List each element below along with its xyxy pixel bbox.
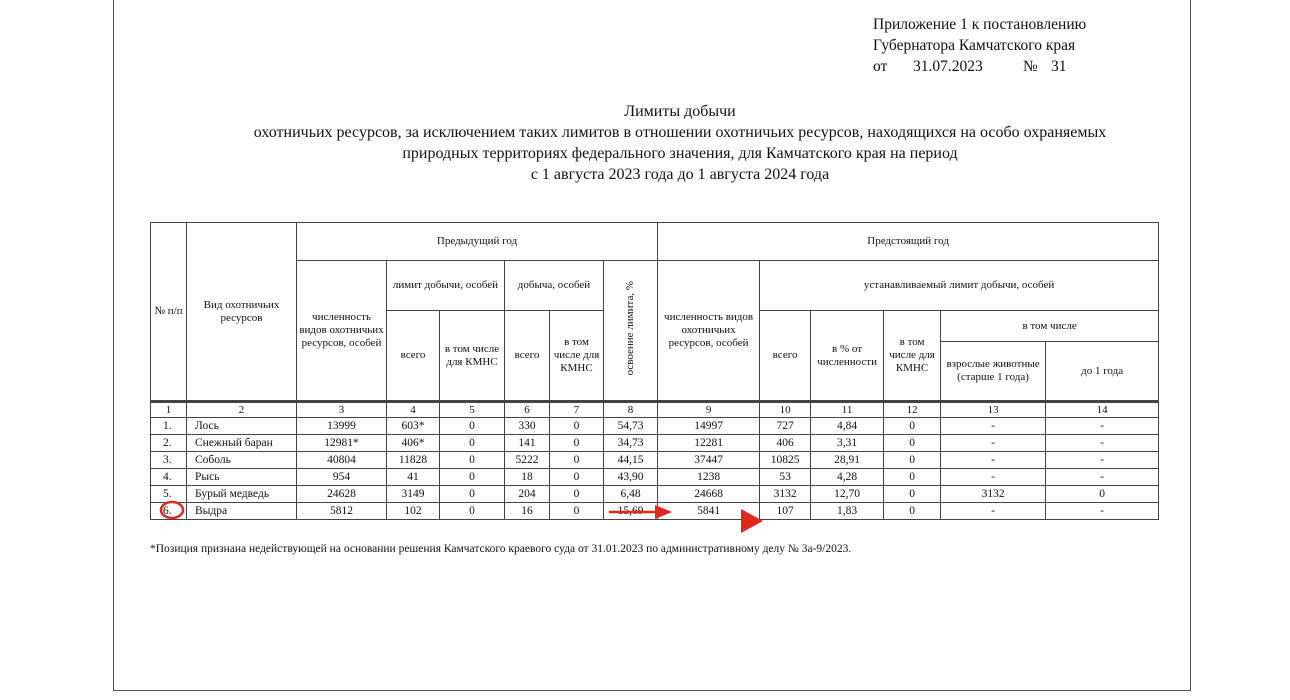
- cell-c9: 1238: [658, 469, 760, 486]
- col-number: 5: [440, 402, 505, 418]
- cell-c4: 11828: [387, 452, 440, 469]
- cell-c14: 0: [1046, 486, 1159, 503]
- table-row: [151, 452, 1159, 469]
- document-title: [140, 101, 1220, 185]
- cell-c8: 6,48: [604, 486, 658, 503]
- header-adults: взрослые животные (старше 1 года): [941, 342, 1046, 402]
- cell-c8: 44,15: [604, 452, 658, 469]
- cell-c6: 330: [505, 418, 550, 435]
- cell-c11: 3,31: [811, 435, 884, 452]
- cell-c14: -: [1046, 435, 1159, 452]
- appendix-number: 31: [1051, 58, 1067, 75]
- cell-c5: 0: [440, 435, 505, 452]
- table-row: [151, 503, 1159, 520]
- row-number: 1.: [151, 418, 187, 435]
- cell-c9: 24668: [658, 486, 760, 503]
- cell-c9: 37447: [658, 452, 760, 469]
- cell-c8: 54,73: [604, 418, 658, 435]
- col-number: 12: [884, 402, 941, 418]
- table-row: [151, 469, 1159, 486]
- cell-c7: 0: [550, 486, 604, 503]
- cell-c13: -: [941, 469, 1046, 486]
- cell-c10: 406: [760, 435, 811, 452]
- col-number: 9: [658, 402, 760, 418]
- cell-c9: 14997: [658, 418, 760, 435]
- species-name: Соболь: [187, 452, 297, 469]
- table-row: [151, 486, 1159, 503]
- cell-c14: -: [1046, 469, 1159, 486]
- cell-c13: -: [941, 435, 1046, 452]
- table-row: [151, 435, 1159, 452]
- header-limit: лимит добычи, особей: [387, 261, 505, 311]
- header-next-population: численность видов охотничьих ресурсов, особей: [658, 261, 760, 402]
- table-row: [151, 418, 1159, 435]
- header-utilization: [604, 261, 658, 402]
- col-number: 1: [151, 402, 187, 418]
- cell-c12: 0: [884, 418, 941, 435]
- cell-c8: 43,90: [604, 469, 658, 486]
- title-line-1: Лимиты добычи: [624, 103, 736, 120]
- cell-c3: 40804: [297, 452, 387, 469]
- col-number: 11: [811, 402, 884, 418]
- cell-c5: 0: [440, 503, 505, 520]
- cell-c8: 34,73: [604, 435, 658, 452]
- cell-c10: 10825: [760, 452, 811, 469]
- cell-c11: 1,83: [811, 503, 884, 520]
- cell-c12: 0: [884, 503, 941, 520]
- cell-c4: 102: [387, 503, 440, 520]
- appendix-line-3: [873, 56, 1086, 77]
- header-nn: № п/п: [151, 223, 187, 402]
- header-harvest-kmns: в том числе для КМНС: [550, 311, 604, 402]
- header-limit-kmns: в том числе для КМНС: [440, 311, 505, 402]
- col-number: 6: [505, 402, 550, 418]
- cell-c9: 12281: [658, 435, 760, 452]
- header-next-year: Предстоящий год: [658, 223, 1159, 261]
- header-previous-year: Предыдущий год: [297, 223, 658, 261]
- row-number: 3.: [151, 452, 187, 469]
- header-set-limit: устанавливаемый лимит добычи, особей: [760, 261, 1159, 311]
- header-under-1-year: до 1 года: [1046, 342, 1159, 402]
- cell-c13: 3132: [941, 486, 1046, 503]
- header-prev-population: численность видов охотничьих ресурсов, особей: [297, 261, 387, 402]
- col-number: 13: [941, 402, 1046, 418]
- header-utilization-text: освоение лимита, %: [624, 281, 637, 376]
- cell-c9: 5841: [658, 503, 760, 520]
- header-pct-of-population: в % от численности: [811, 311, 884, 402]
- cell-c3: 954: [297, 469, 387, 486]
- col-number: 8: [604, 402, 658, 418]
- row-number: 4.: [151, 469, 187, 486]
- species-name: Лось: [187, 418, 297, 435]
- cell-c3: 13999: [297, 418, 387, 435]
- row-number: 6.: [151, 503, 187, 520]
- cell-c5: 0: [440, 452, 505, 469]
- cell-c11: 4,84: [811, 418, 884, 435]
- cell-c11: 28,91: [811, 452, 884, 469]
- col-number: 3: [297, 402, 387, 418]
- appendix-from-label: от: [873, 58, 888, 75]
- header-set-total: всего: [760, 311, 811, 402]
- species-name: Рысь: [187, 469, 297, 486]
- appendix-line-2: Губернатора Камчатского края: [873, 37, 1076, 54]
- cell-c12: 0: [884, 452, 941, 469]
- cell-c10: 53: [760, 469, 811, 486]
- title-line-4: с 1 августа 2023 года до 1 августа 2024 года: [530, 166, 830, 183]
- cell-c13: -: [941, 452, 1046, 469]
- cell-c6: 204: [505, 486, 550, 503]
- cell-c10: 3132: [760, 486, 811, 503]
- cell-c5: 0: [440, 418, 505, 435]
- appendix-number-label: №: [1023, 58, 1038, 75]
- cell-c7: 0: [550, 452, 604, 469]
- appendix-header: [873, 14, 1086, 77]
- cell-c7: 0: [550, 418, 604, 435]
- cell-c11: 12,70: [811, 486, 884, 503]
- col-number: 14: [1046, 402, 1159, 418]
- cell-c13: -: [941, 418, 1046, 435]
- col-number: 10: [760, 402, 811, 418]
- page-left-border: [113, 0, 114, 691]
- cell-c6: 18: [505, 469, 550, 486]
- row-number: 5.: [151, 486, 187, 503]
- limits-table: [150, 222, 1159, 520]
- header-including: в том числе: [941, 311, 1159, 342]
- cell-c5: 0: [440, 486, 505, 503]
- appendix-line-1: Приложение 1 к постановлению: [873, 16, 1087, 33]
- species-name: Бурый медведь: [187, 486, 297, 503]
- column-numbers-row: [151, 402, 1159, 418]
- cell-c11: 4,28: [811, 469, 884, 486]
- cell-c4: 406*: [387, 435, 440, 452]
- cell-c13: -: [941, 503, 1046, 520]
- cell-c5: 0: [440, 469, 505, 486]
- cell-c6: 16: [505, 503, 550, 520]
- cell-c6: 5222: [505, 452, 550, 469]
- row-number: 2.: [151, 435, 187, 452]
- header-species: Вид охотничьих ресурсов: [187, 223, 297, 402]
- cell-c3: 5812: [297, 503, 387, 520]
- footnote: *Позиция признана недействующей на основании решения Камчатского краевого суда от 31.01.2023 по административному делу № 3а-9/2023.: [150, 543, 852, 555]
- header-harvest-total: всего: [505, 311, 550, 402]
- page-bottom-border: [113, 690, 1191, 691]
- cell-c12: 0: [884, 486, 941, 503]
- cell-c7: 0: [550, 503, 604, 520]
- species-name: Снежный баран: [187, 435, 297, 452]
- cell-c4: 3149: [387, 486, 440, 503]
- cell-c14: -: [1046, 503, 1159, 520]
- cell-c7: 0: [550, 469, 604, 486]
- species-name: Выдра: [187, 503, 297, 520]
- header-limit-total: всего: [387, 311, 440, 402]
- header-harvest: добыча, особей: [505, 261, 604, 311]
- cell-c12: 0: [884, 435, 941, 452]
- appendix-date: 31.07.2023: [913, 58, 983, 75]
- col-number: 2: [187, 402, 297, 418]
- cell-c8: 15,69: [604, 503, 658, 520]
- cell-c7: 0: [550, 435, 604, 452]
- col-number: 4: [387, 402, 440, 418]
- cell-c12: 0: [884, 469, 941, 486]
- title-line-2: охотничьих ресурсов, за исключением таких лимитов в отношении охотничьих ресурсов, находящихся на особо охраняемых: [253, 124, 1107, 141]
- cell-c6: 141: [505, 435, 550, 452]
- cell-c3: 12981*: [297, 435, 387, 452]
- col-number: 7: [550, 402, 604, 418]
- cell-c14: -: [1046, 452, 1159, 469]
- cell-c10: 107: [760, 503, 811, 520]
- cell-c10: 727: [760, 418, 811, 435]
- cell-c3: 24628: [297, 486, 387, 503]
- cell-c4: 603*: [387, 418, 440, 435]
- table-body: [151, 418, 1159, 520]
- title-line-3: природных территориях федерального значения, для Камчатского края на период: [402, 145, 958, 162]
- cell-c4: 41: [387, 469, 440, 486]
- header-set-kmns: в том числе для КМНС: [884, 311, 941, 402]
- cell-c14: -: [1046, 418, 1159, 435]
